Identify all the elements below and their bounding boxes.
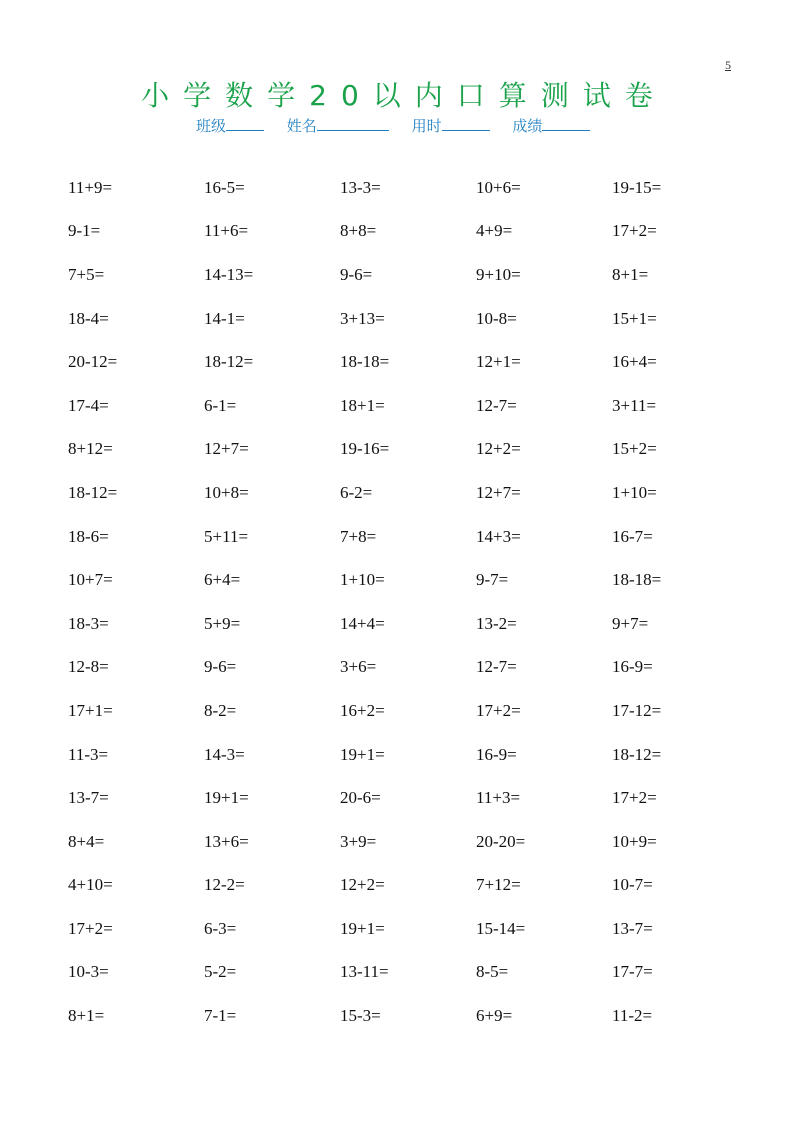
problem-item: 1+10= bbox=[612, 482, 657, 502]
problem-item: 15+2= bbox=[612, 439, 657, 459]
problem-item: 15-14= bbox=[476, 918, 526, 938]
problem-item: 14-1= bbox=[204, 308, 245, 328]
problem-item: 14-3= bbox=[204, 744, 245, 764]
problem-item: 10-7= bbox=[612, 875, 653, 895]
problem-item: 8-2= bbox=[204, 700, 237, 720]
problem-item: 7+8= bbox=[340, 526, 377, 546]
problem-item: 19+1= bbox=[204, 788, 249, 808]
problem-item: 13+6= bbox=[204, 831, 249, 851]
problem-item: 6+4= bbox=[204, 570, 241, 590]
score-blank[interactable] bbox=[542, 116, 590, 131]
problem-item: 12+7= bbox=[204, 439, 249, 459]
problem-item: 13-2= bbox=[476, 613, 517, 633]
problem-item: 6-2= bbox=[340, 482, 373, 502]
problem-item: 5+9= bbox=[204, 613, 241, 633]
problem-item: 14-13= bbox=[204, 264, 254, 284]
problem-item: 18-12= bbox=[204, 352, 254, 372]
problem-item: 4+10= bbox=[68, 875, 113, 895]
problem-row bbox=[68, 515, 748, 559]
problem-item: 8+8= bbox=[340, 221, 377, 241]
problem-item: 17+2= bbox=[612, 221, 657, 241]
problem-item: 10+9= bbox=[612, 831, 657, 851]
problem-row bbox=[68, 820, 748, 864]
problem-item: 3+11= bbox=[612, 395, 657, 415]
problem-item: 12+2= bbox=[476, 439, 521, 459]
problem-item: 18-3= bbox=[68, 613, 109, 633]
class-label: 班级 bbox=[196, 117, 227, 135]
score-label: 成绩 bbox=[512, 117, 543, 135]
problem-item: 12-7= bbox=[476, 657, 517, 677]
problem-item: 17+2= bbox=[476, 700, 521, 720]
problem-item: 6+9= bbox=[476, 1006, 513, 1026]
problem-item: 13-11= bbox=[340, 962, 389, 982]
problem-item: 9+7= bbox=[612, 613, 649, 633]
problem-item: 16-9= bbox=[612, 657, 653, 677]
problem-item: 19+1= bbox=[340, 744, 385, 764]
problem-item: 11+3= bbox=[476, 788, 521, 808]
problem-item: 9-1= bbox=[68, 221, 101, 241]
problem-row bbox=[68, 951, 748, 995]
problem-item: 18+1= bbox=[340, 395, 385, 415]
problem-item: 5+11= bbox=[204, 526, 249, 546]
problem-row bbox=[68, 253, 748, 297]
score-field bbox=[512, 117, 590, 135]
problem-item: 10+7= bbox=[68, 570, 113, 590]
problem-row bbox=[68, 471, 748, 515]
page-number: 5 bbox=[725, 58, 731, 72]
problem-item: 12-2= bbox=[204, 875, 245, 895]
name-label: 姓名 bbox=[286, 117, 317, 135]
problem-row bbox=[68, 689, 748, 733]
problem-item: 15+1= bbox=[612, 308, 657, 328]
problem-item: 17-7= bbox=[612, 962, 653, 982]
problem-item: 18-6= bbox=[68, 526, 109, 546]
problem-item: 8+12= bbox=[68, 439, 113, 459]
student-info-line bbox=[196, 116, 608, 136]
problem-item: 20-12= bbox=[68, 352, 118, 372]
problem-item: 6-3= bbox=[204, 918, 237, 938]
problem-item: 16+2= bbox=[340, 700, 385, 720]
problem-item: 17+1= bbox=[68, 700, 113, 720]
problem-item: 16-7= bbox=[612, 526, 653, 546]
problem-item: 9-6= bbox=[204, 657, 237, 677]
problem-row bbox=[68, 646, 748, 690]
problem-item: 14+4= bbox=[340, 613, 385, 633]
problem-item: 11+9= bbox=[68, 177, 113, 197]
name-blank[interactable] bbox=[317, 116, 389, 131]
problem-row bbox=[68, 864, 748, 908]
problem-row bbox=[68, 384, 748, 428]
problem-item: 16-5= bbox=[204, 177, 245, 197]
problem-item: 11-2= bbox=[612, 1006, 653, 1026]
problem-item: 18-18= bbox=[340, 352, 390, 372]
problem-item: 11+6= bbox=[204, 221, 249, 241]
class-blank[interactable] bbox=[226, 116, 264, 131]
problem-row bbox=[68, 297, 748, 341]
problem-item: 12+1= bbox=[476, 352, 521, 372]
problem-item: 4+9= bbox=[476, 221, 513, 241]
problem-item: 10-3= bbox=[68, 962, 109, 982]
problem-item: 12-8= bbox=[68, 657, 109, 677]
problem-item: 8+1= bbox=[612, 264, 649, 284]
problem-item: 3+13= bbox=[340, 308, 385, 328]
problem-row bbox=[68, 166, 748, 210]
problem-item: 13-7= bbox=[612, 918, 653, 938]
problem-item: 9-6= bbox=[340, 264, 373, 284]
problem-item: 12+7= bbox=[476, 482, 521, 502]
problem-item: 17+2= bbox=[68, 918, 113, 938]
problem-item: 18-12= bbox=[612, 744, 662, 764]
problem-item: 10+6= bbox=[476, 177, 521, 197]
problem-item: 19-15= bbox=[612, 177, 662, 197]
problem-item: 11-3= bbox=[68, 744, 109, 764]
problem-row bbox=[68, 428, 748, 472]
problem-row bbox=[68, 994, 748, 1038]
problem-item: 17-4= bbox=[68, 395, 109, 415]
problem-item: 14+3= bbox=[476, 526, 521, 546]
problem-item: 6-1= bbox=[204, 395, 237, 415]
name-field bbox=[287, 117, 389, 135]
problem-row bbox=[68, 602, 748, 646]
problem-item: 19+1= bbox=[340, 918, 385, 938]
problem-item: 3+9= bbox=[340, 831, 377, 851]
problem-item: 9-7= bbox=[476, 570, 509, 590]
page-title: 小学数学20以内口算测试卷 bbox=[141, 79, 667, 112]
problem-row bbox=[68, 733, 748, 777]
problem-item: 16+4= bbox=[612, 352, 657, 372]
problem-item: 8-5= bbox=[476, 962, 509, 982]
problem-row bbox=[68, 776, 748, 820]
problem-item: 18-4= bbox=[68, 308, 109, 328]
problem-row bbox=[68, 210, 748, 254]
problem-item: 18-12= bbox=[68, 482, 118, 502]
problem-item: 10-8= bbox=[476, 308, 517, 328]
problem-item: 20-20= bbox=[476, 831, 526, 851]
time-label: 用时 bbox=[411, 117, 442, 135]
problem-item: 13-7= bbox=[68, 788, 109, 808]
problem-grid bbox=[68, 166, 748, 1038]
problem-item: 7+5= bbox=[68, 264, 105, 284]
problem-item: 8+4= bbox=[68, 831, 105, 851]
problem-item: 12-7= bbox=[476, 395, 517, 415]
problem-item: 16-9= bbox=[476, 744, 517, 764]
problem-item: 7-1= bbox=[204, 1006, 237, 1026]
problem-item: 5-2= bbox=[204, 962, 237, 982]
problem-item: 20-6= bbox=[340, 788, 381, 808]
problem-item: 3+6= bbox=[340, 657, 377, 677]
problem-item: 15-3= bbox=[340, 1006, 381, 1026]
problem-item: 13-3= bbox=[340, 177, 381, 197]
problem-item: 19-16= bbox=[340, 439, 390, 459]
problem-row bbox=[68, 558, 748, 602]
problem-item: 18-18= bbox=[612, 570, 662, 590]
problem-item: 10+8= bbox=[204, 482, 249, 502]
problem-item: 1+10= bbox=[340, 570, 385, 590]
time-blank[interactable] bbox=[442, 116, 490, 131]
problem-row bbox=[68, 907, 748, 951]
problem-item: 7+12= bbox=[476, 875, 521, 895]
problem-item: 9+10= bbox=[476, 264, 521, 284]
problem-item: 17-12= bbox=[612, 700, 662, 720]
class-field bbox=[196, 117, 264, 135]
problem-item: 8+1= bbox=[68, 1006, 105, 1026]
problem-item: 12+2= bbox=[340, 875, 385, 895]
time-field bbox=[412, 117, 490, 135]
problem-row bbox=[68, 340, 748, 384]
problem-item: 17+2= bbox=[612, 788, 657, 808]
